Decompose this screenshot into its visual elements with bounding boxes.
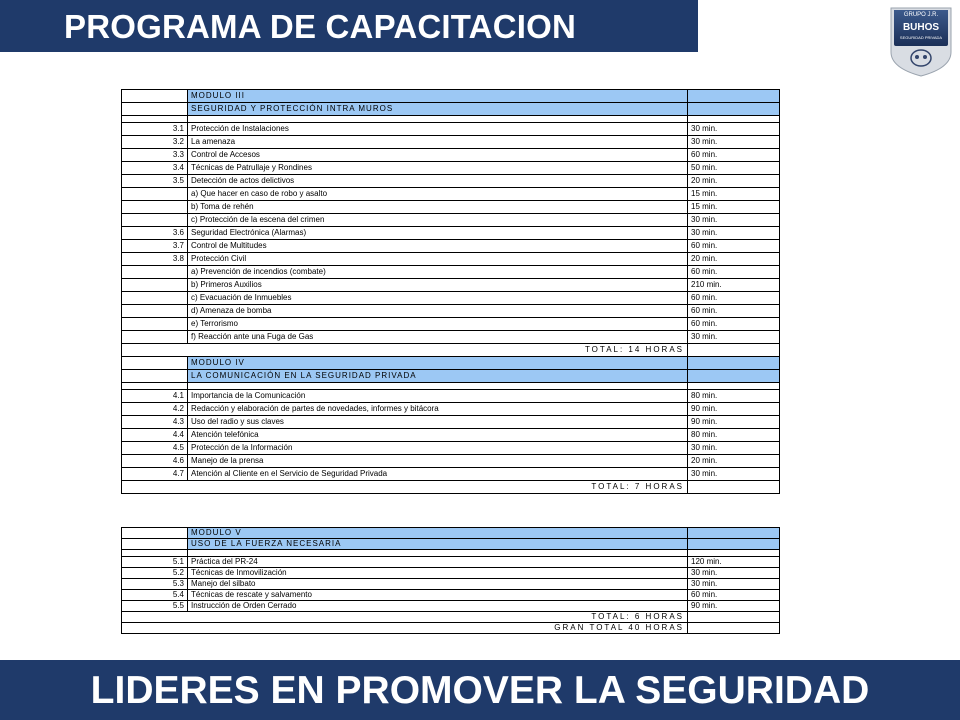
topic-name: Técnicas de rescate y salvamento: [188, 590, 688, 601]
module-5-title-row: [122, 528, 780, 539]
blank-cell: [688, 612, 780, 623]
topic-number: 4.4: [122, 429, 188, 442]
topic-name: Importancia de la Comunicación: [188, 390, 688, 403]
table-row: [122, 123, 780, 136]
topic-name: d) Amenaza de bomba: [188, 305, 688, 318]
topic-number: [122, 318, 188, 331]
spacer-cell: [188, 116, 688, 123]
topic-duration: 80 min.: [688, 429, 780, 442]
topic-number: 3.7: [122, 240, 188, 253]
total-label: TOTAL: 7 HORAS: [122, 481, 688, 494]
module-5-table: [121, 527, 780, 634]
topic-name: La amenaza: [188, 136, 688, 149]
topic-duration: 60 min.: [688, 590, 780, 601]
module-heading: MODULO III: [188, 90, 688, 103]
spacer-cell: [688, 116, 780, 123]
topic-duration: 60 min.: [688, 305, 780, 318]
spacer-cell: [688, 383, 780, 390]
blank-cell: [122, 370, 188, 383]
blank-cell: [688, 623, 780, 634]
table-row: [122, 188, 780, 201]
table-row: [122, 175, 780, 188]
topic-number: [122, 292, 188, 305]
topic-duration: 30 min.: [688, 123, 780, 136]
topic-name: a) Que hacer en caso de robo y asalto: [188, 188, 688, 201]
table-row: [122, 240, 780, 253]
table-row: [122, 601, 780, 612]
topic-number: 3.3: [122, 149, 188, 162]
table-row: [122, 266, 780, 279]
module-3-title-row: [122, 90, 780, 103]
topic-duration: 120 min.: [688, 557, 780, 568]
topic-number: 5.1: [122, 557, 188, 568]
total-label: TOTAL: 14 HORAS: [122, 344, 688, 357]
module-heading: MODULO V: [188, 528, 688, 539]
topic-number: [122, 214, 188, 227]
topic-duration: 210 min.: [688, 279, 780, 292]
modules-3-4-table: [121, 89, 780, 494]
spacer-cell: [122, 550, 188, 557]
table-row: [122, 390, 780, 403]
table-row: [122, 455, 780, 468]
topic-number: 3.8: [122, 253, 188, 266]
topic-duration: 80 min.: [688, 390, 780, 403]
topic-duration: 30 min.: [688, 227, 780, 240]
buhos-logo: [889, 6, 953, 78]
table-row: [122, 201, 780, 214]
topic-name: Técnicas de Inmovilización: [188, 568, 688, 579]
spacer-cell: [188, 550, 688, 557]
topic-name: f) Reacción ante una Fuga de Gas: [188, 331, 688, 344]
topic-name: a) Prevención de incendios (combate): [188, 266, 688, 279]
topic-number: 5.5: [122, 601, 188, 612]
module-5-subtitle-row: [122, 539, 780, 550]
page-title: PROGRAMA DE CAPACITACION: [64, 8, 577, 45]
topic-name: Técnicas de Patrullaje y Rondines: [188, 162, 688, 175]
blank-cell: [122, 528, 188, 539]
module-heading: SEGURIDAD Y PROTECCIÓN INTRA MUROS: [188, 103, 688, 116]
table-row: [122, 557, 780, 568]
module-3-total-row: [122, 344, 780, 357]
topic-duration: 20 min.: [688, 175, 780, 188]
topic-duration: 30 min.: [688, 468, 780, 481]
table-row: [122, 227, 780, 240]
grand-total-row: [122, 623, 780, 634]
table-row: [122, 149, 780, 162]
topic-number: 5.4: [122, 590, 188, 601]
module-heading: USO DE LA FUERZA NECESARIA: [188, 539, 688, 550]
table-row: [122, 279, 780, 292]
topic-number: 5.2: [122, 568, 188, 579]
topic-number: 5.3: [122, 579, 188, 590]
topic-number: 4.6: [122, 455, 188, 468]
spacer-cell: [688, 550, 780, 557]
blank-cell: [122, 103, 188, 116]
blank-cell: [688, 528, 780, 539]
blank-cell: [122, 539, 188, 550]
blank-cell: [688, 103, 780, 116]
table-row: [122, 468, 780, 481]
topic-number: 4.1: [122, 390, 188, 403]
table-row: [122, 253, 780, 266]
table-row: [122, 292, 780, 305]
topic-duration: 60 min.: [688, 266, 780, 279]
topic-name: c) Protección de la escena del crimen: [188, 214, 688, 227]
logo-group-label: GRUPO J.R.: [903, 12, 939, 18]
topic-name: Uso del radio y sus claves: [188, 416, 688, 429]
topic-duration: 60 min.: [688, 318, 780, 331]
table-row: [122, 331, 780, 344]
topic-number: 4.2: [122, 403, 188, 416]
topic-duration: 90 min.: [688, 601, 780, 612]
spacer-cell: [122, 383, 188, 390]
module-4-total-row: [122, 481, 780, 494]
topic-name: Manejo del silbato: [188, 579, 688, 590]
topic-duration: 90 min.: [688, 416, 780, 429]
table-row: [122, 318, 780, 331]
table-row: [122, 305, 780, 318]
table-row: [122, 442, 780, 455]
blank-cell: [688, 344, 780, 357]
footer-slogan: LIDERES EN PROMOVER LA SEGURIDAD: [90, 669, 870, 712]
topic-number: 3.5: [122, 175, 188, 188]
topic-duration: 60 min.: [688, 240, 780, 253]
table-row: [122, 429, 780, 442]
topic-number: [122, 266, 188, 279]
spacer-cell: [122, 116, 188, 123]
topic-duration: 15 min.: [688, 201, 780, 214]
table-row: [122, 416, 780, 429]
table-row: [122, 136, 780, 149]
logo-brand: BUHOS: [902, 22, 940, 33]
topic-duration: 30 min.: [688, 579, 780, 590]
topic-name: Atención al Cliente en el Servicio de Seguridad Privada: [188, 468, 688, 481]
topic-number: [122, 279, 188, 292]
topic-duration: 60 min.: [688, 149, 780, 162]
topic-number: 3.6: [122, 227, 188, 240]
topic-number: 4.5: [122, 442, 188, 455]
total-label: TOTAL: 6 HORAS: [122, 612, 688, 623]
topic-name: Protección de la Información: [188, 442, 688, 455]
logo-tagline: SEGURIDAD PRIVADA: [899, 35, 943, 40]
topic-number: 4.7: [122, 468, 188, 481]
topic-number: [122, 305, 188, 318]
spacer-row: [122, 383, 780, 390]
topic-number: [122, 331, 188, 344]
topic-name: Protección Civil: [188, 253, 688, 266]
topic-name: Redacción y elaboración de partes de novedades, informes y bitácora: [188, 403, 688, 416]
module-5-total-row: [122, 612, 780, 623]
topic-number: [122, 201, 188, 214]
topic-number: 3.2: [122, 136, 188, 149]
topic-duration: 30 min.: [688, 331, 780, 344]
topic-name: Seguridad Electrónica (Alarmas): [188, 227, 688, 240]
spacer-row: [122, 116, 780, 123]
module-heading: LA COMUNICACIÓN EN LA SEGURIDAD PRIVADA: [188, 370, 688, 383]
table-row: [122, 214, 780, 227]
spacer-row: [122, 550, 780, 557]
topic-number: 4.3: [122, 416, 188, 429]
blank-cell: [688, 481, 780, 494]
table-row: [122, 590, 780, 601]
blank-cell: [122, 357, 188, 370]
footer-banner: [0, 660, 960, 720]
topic-name: Atención telefónica: [188, 429, 688, 442]
module-4-subtitle-row: [122, 370, 780, 383]
topic-duration: 30 min.: [688, 568, 780, 579]
topic-duration: 20 min.: [688, 253, 780, 266]
total-label: GRAN TOTAL 40 HORAS: [122, 623, 688, 634]
blank-cell: [688, 357, 780, 370]
topic-number: 3.4: [122, 162, 188, 175]
module-heading: MODULO IV: [188, 357, 688, 370]
table-row: [122, 162, 780, 175]
topic-duration: 30 min.: [688, 214, 780, 227]
topic-duration: 90 min.: [688, 403, 780, 416]
topic-name: e) Terrorismo: [188, 318, 688, 331]
topic-number: 3.1: [122, 123, 188, 136]
topic-duration: 20 min.: [688, 455, 780, 468]
topic-duration: 30 min.: [688, 136, 780, 149]
topic-name: Práctica del PR-24: [188, 557, 688, 568]
table-row: [122, 579, 780, 590]
topic-name: Instrucción de Orden Cerrado: [188, 601, 688, 612]
table-row: [122, 568, 780, 579]
blank-cell: [688, 90, 780, 103]
blank-cell: [122, 90, 188, 103]
topic-name: Protección de Instalaciones: [188, 123, 688, 136]
topic-name: b) Primeros Auxilios: [188, 279, 688, 292]
topic-duration: 30 min.: [688, 442, 780, 455]
topic-name: Control de Accesos: [188, 149, 688, 162]
table-row: [122, 403, 780, 416]
topic-number: [122, 188, 188, 201]
topic-name: Manejo de la prensa: [188, 455, 688, 468]
topic-name: c) Evacuación de Inmuebles: [188, 292, 688, 305]
topic-duration: 50 min.: [688, 162, 780, 175]
module-4-title-row: [122, 357, 780, 370]
spacer-cell: [188, 383, 688, 390]
blank-cell: [688, 370, 780, 383]
blank-cell: [688, 539, 780, 550]
topic-name: Detección de actos delictivos: [188, 175, 688, 188]
topic-name: Control de Multitudes: [188, 240, 688, 253]
title-banner: [0, 0, 698, 52]
topic-name: b) Toma de rehén: [188, 201, 688, 214]
topic-duration: 60 min.: [688, 292, 780, 305]
topic-duration: 15 min.: [688, 188, 780, 201]
module-3-subtitle-row: [122, 103, 780, 116]
